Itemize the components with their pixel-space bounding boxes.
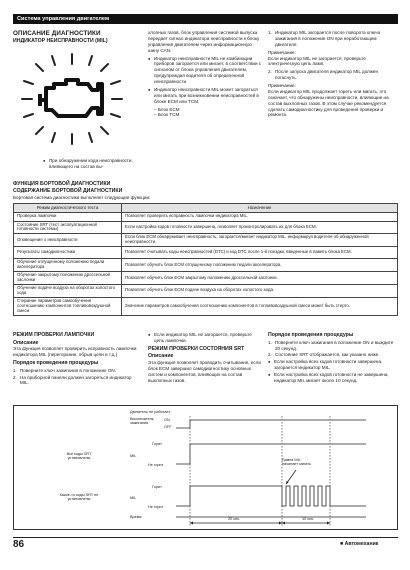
mid-ecm: – Блок ECM	[154, 106, 180, 112]
srt-title: РЕЖИМ ПРОВЕРКИ СОСТОЯНИЯ SRT	[148, 345, 245, 352]
mid-bullet-1: ● Индикатор неисправности MIL не комбинации приборов загорается или мигает, в соответствии с сигналом от блока управления двигателем, предупреждая водителя об определенной неисправности.	[148, 56, 263, 85]
ign-off-label: OFF	[164, 425, 172, 429]
table-cell: Позволяет считывать коды неисправностей (DTC) и код DTC после 1-й поездки, введенные в память блока ECM.	[122, 247, 398, 259]
table-cell: Проверка лампочки	[14, 212, 122, 221]
engine-warning-icon	[16, 50, 128, 148]
table-cell: Если блок ECM обнаруживает неисправность, загорается/мигает индикатор MIL, информируя водителя об обнаруженной неисправности.	[122, 234, 398, 247]
diagnostics-table	[13, 203, 398, 316]
some-srt-label: Какие-то коды SRT не установлены	[59, 493, 99, 502]
srt-bullet-1: ● Если настройка всех кодов готовности завершена, загорается индикатор MIL.	[268, 359, 396, 371]
mil-wave-not-set	[176, 486, 366, 506]
footer-rule	[13, 537, 398, 538]
mid-column	[148, 30, 263, 120]
page-number: 86	[13, 539, 25, 550]
table-row	[14, 272, 398, 285]
table-cell: Обучение отпущенному положению педали акселератора	[14, 259, 122, 272]
section-header: Система управления двигателем	[13, 14, 398, 24]
functions-title: ФУНКЦИЯ БОРТОВОЙ ДИАГНОСТИКИ	[13, 181, 111, 187]
table-cell: Значение параметров самообучения соотношению компонентов в топливовоздушной смеси может быть стерто.	[122, 297, 398, 315]
right-step-1: 1. Индикатор MIL загорается после поворота ключа зажигания в положение ON при неработающем двигателе.	[268, 30, 381, 47]
srt-step-2: 2. Состояние SRT отображается, как указано ниже.	[268, 352, 380, 358]
all-srt-label: Все коды SRT установлены	[66, 452, 92, 461]
table-cell: Обучение подаче воздуха на оборотах холостого хода	[14, 285, 122, 298]
ign-on-label: ON	[164, 418, 170, 422]
table-header-row	[14, 204, 398, 213]
mil-label-1: MIL	[130, 454, 137, 458]
table-row	[14, 221, 398, 234]
lamp-check-desc-title: Описание	[13, 339, 39, 346]
lamp-check-title: РЕЖИМ ПРОВЕРКИ ЛАМПОЧКИ	[13, 332, 95, 338]
blink-arrow	[286, 470, 296, 484]
srt-section	[148, 332, 263, 386]
srt-step-1: 1. Повернете ключ зажигания в положение ON и выждите 20 секунд.	[268, 339, 394, 351]
note-1: Если индикатор MIL не загорается, проверьте электрическую цепь ламп.	[268, 55, 366, 67]
right-step-2: 2. После запуска двигателя индикатор MIL должен погаснуть.	[268, 69, 379, 81]
lamp-check-desc: Эта функция позволяет проверить исправность лампочки индикатора MIL (перегорание, обрыв цепи и т.д.).	[13, 346, 137, 358]
diagnostics-title: ОПИСАНИЕ ДИАГНОСТИКИ	[13, 30, 101, 37]
lit-label-1: Горит	[152, 442, 162, 446]
table-row	[14, 234, 398, 247]
table-cell: Стирание параметров самообучения соотношению компонентов топливовоздушной смеси	[14, 297, 122, 315]
table-cell: Позволяет обучить блок ECM закрытому положению дроссельной заслонки.	[122, 272, 398, 285]
time-label: Время	[130, 515, 142, 519]
not-lit-label-1: Не горит	[148, 463, 164, 467]
icon-caption: ● При обнаружении кода неисправности, влияющего на состав вы-	[43, 158, 143, 170]
lamp-check-proc-title: Порядок проведения процедуры	[13, 360, 99, 367]
lamp-check-step-2: 2. На приборной панели должен загореться индикатор MIL.	[13, 374, 132, 386]
timing-waveforms	[14, 406, 399, 531]
note-2: Если индикатор MIL продолжает гореть или мигать, это означает, что обнаружены неисправности, влияющие на состав выхлопных газов. В этом случае рекомендуется сделать самодиагностику для проведения проверки и ремонта.	[268, 88, 389, 118]
table-cell: Позволяет проверить исправность лампочки индикатора MIL.	[122, 212, 398, 221]
srt-desc-title: Описание	[148, 353, 174, 360]
srt-proc-section	[268, 332, 396, 386]
timing-diagram	[13, 405, 398, 530]
footer-brand: ■ Автомеханик	[340, 541, 379, 547]
lamp-check-step-1: 1. Поверните ключ зажигания в положение ON.	[13, 367, 117, 373]
table-row	[14, 212, 398, 221]
t10-label: 10 сек.	[302, 517, 315, 521]
table-row	[14, 259, 398, 272]
blink-note: Лампа MIL начинает мигать	[282, 458, 311, 467]
srt-lamp-bullet: ● Если индикатор MIL не загорается, проверьте цепь лампочки.	[148, 332, 263, 344]
srt-desc: Эта функция позволяет проводить считывание, если блок ECM завершил самодиагностику основных систем и компонентов, влияющих на состав выхлопных газов.	[148, 360, 261, 383]
table-cell: Результаты самодиагностики	[14, 247, 122, 259]
table-row	[14, 247, 398, 259]
not-lit-label-2: Не горит	[148, 505, 164, 509]
mid-bullet-2: ● Индикатор неисправности MIL может загораться или мигать при возникновении неисправностей в блоке ECM или TCM.	[148, 87, 263, 105]
table-cell: Обучение закрытому положению дроссельной заслонки	[14, 272, 122, 285]
table-row	[14, 285, 398, 298]
functions-subtitle: СОДЕРЖАНИЕ БОРТОВОЙ ДИАГНОСТИКИ	[13, 188, 123, 194]
mil-wave-all-set	[176, 444, 366, 467]
ignition-label: Выключатель зажигания	[130, 417, 154, 426]
ignition-wave	[176, 420, 366, 428]
lamp-check-section	[13, 332, 141, 388]
table-cell: Состояние SRT (тест эксплуатационной готовности системы)	[14, 221, 122, 234]
table-cell: Позволяет обучить блок ECM отпущенному положению педали акселератора.	[122, 259, 398, 272]
mid-tcm: – Блок TCM	[154, 112, 180, 118]
note-title-1: Примечание:	[268, 49, 296, 55]
table-cell: Оповещение о неисправности	[14, 234, 122, 247]
col-purpose: Назначение	[122, 204, 398, 213]
lit-label-2: Горит	[152, 485, 162, 489]
engine-off-label: Двигатель не работает	[130, 410, 171, 414]
col-mode: Режим диагностического теста	[14, 204, 122, 213]
srt-bullet-2: ● Если настройка всех кодов готовности не завершена, индикатор MIL мигает около 10 секунд.	[268, 372, 396, 384]
right-column	[268, 30, 396, 120]
table-row	[14, 297, 398, 315]
mil-subtitle: ИНДИКАТОР НЕИСПРАВНОСТИ (MIL)	[13, 38, 108, 44]
srt-proc-title: Порядок проведения процедуры	[268, 332, 354, 338]
functions-intro: Бортовая система диагностики выполняет следующие функции:	[13, 195, 151, 200]
note-title-2: Примечание:	[268, 83, 296, 88]
mid-para-1: хлопных газов, блок управления системой выпуска передает сигнал индикатора неисправности к блоку управления двигателем через информационную шину CAN.	[148, 30, 260, 53]
table-cell: Если настройка кодов готовности завершена, позволяет проконтролировать их для блока ECM.	[122, 221, 398, 234]
mil-label-2: MIL	[130, 496, 137, 500]
table-cell: Позволяет обучить блок ECM подаче воздуха на оборотах холостого хода.	[122, 285, 398, 298]
t20-label: 20 сек.	[228, 517, 241, 521]
